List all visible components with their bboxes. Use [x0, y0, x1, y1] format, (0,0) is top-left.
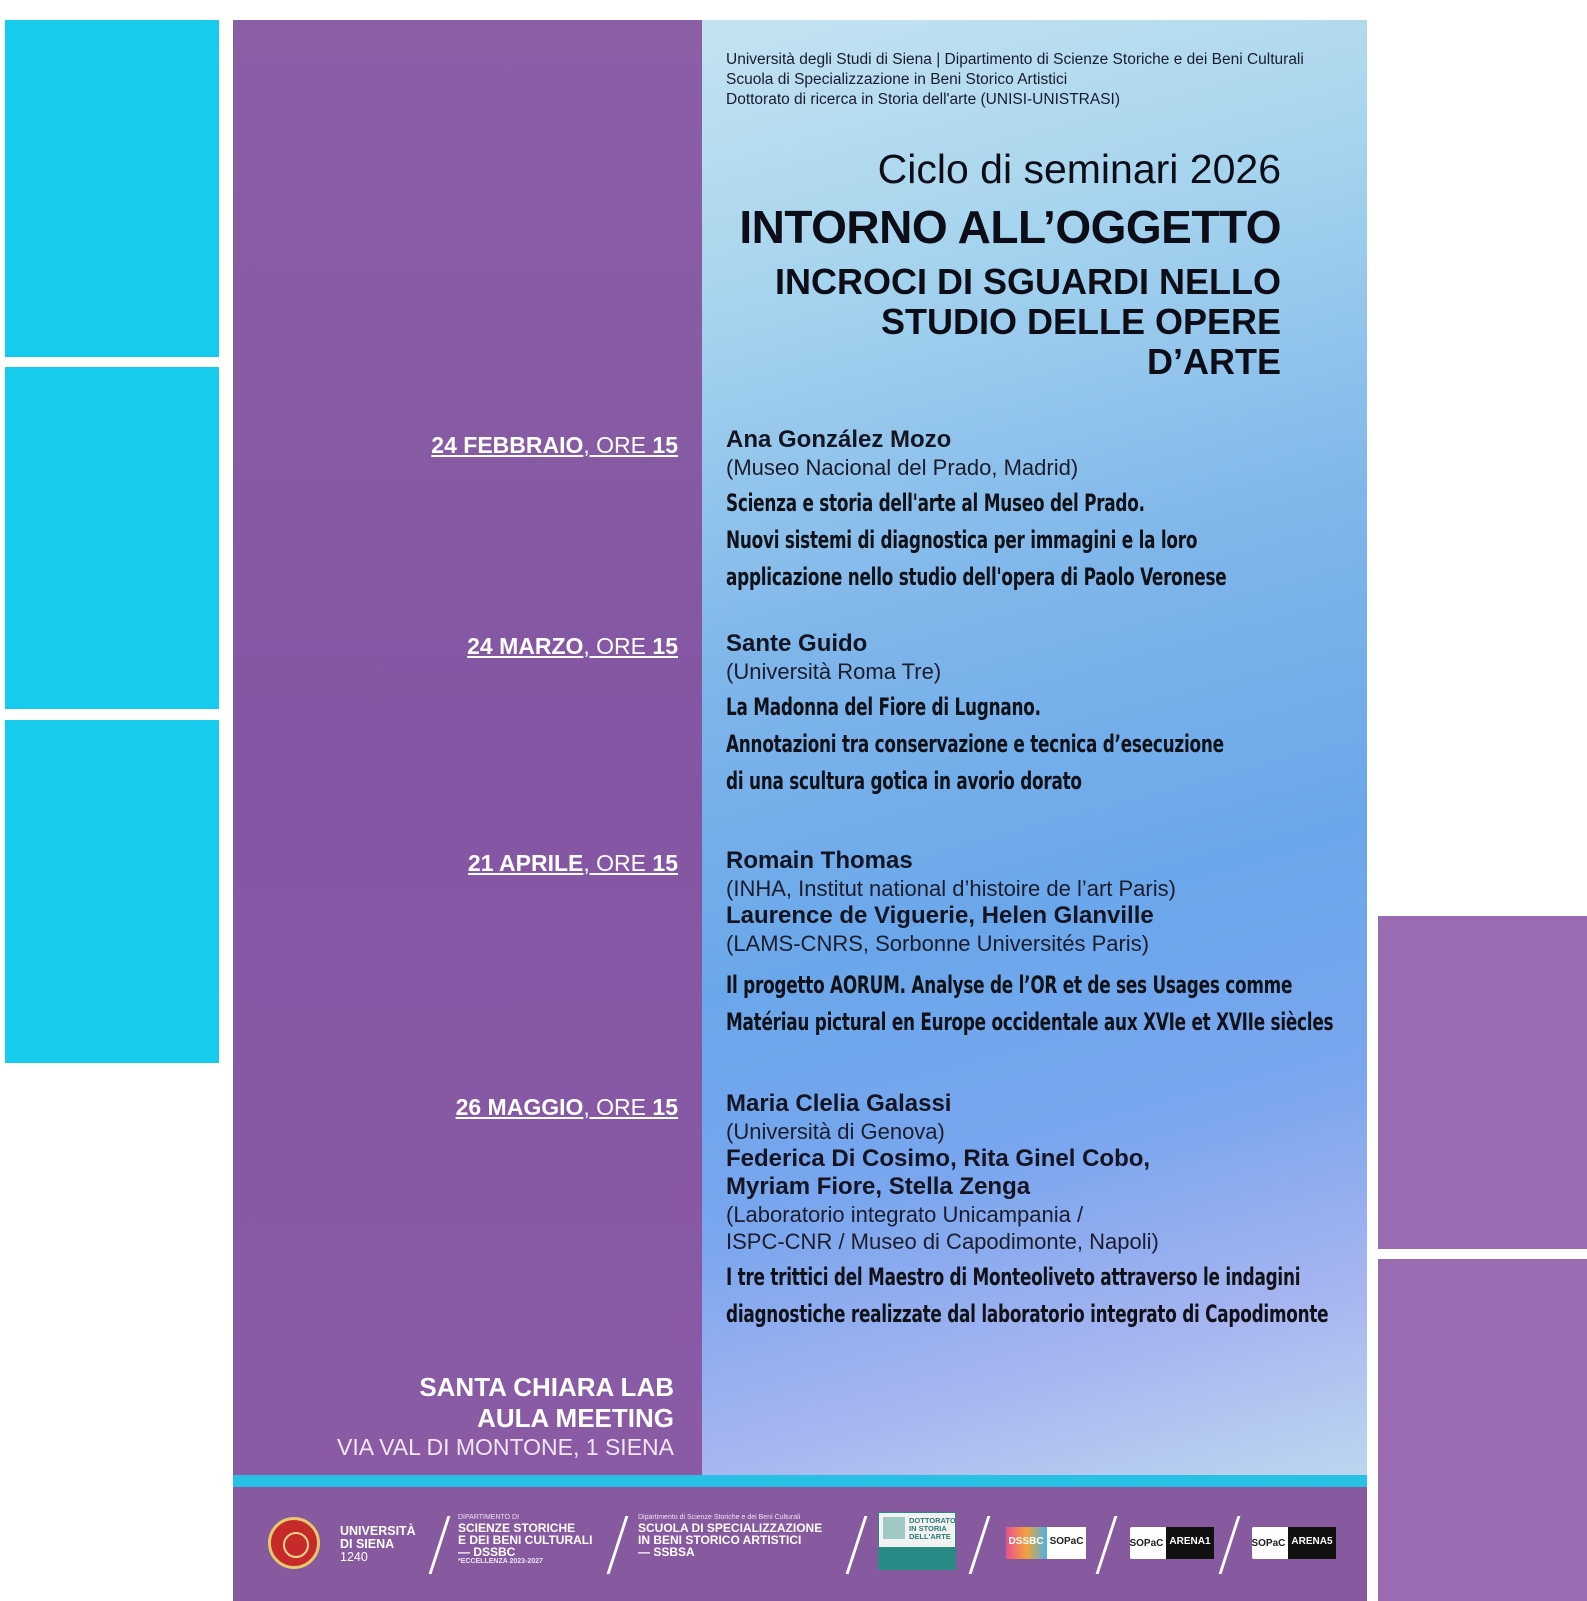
speaker-affiliation: (Università di Genova) — [726, 1119, 945, 1144]
dssbc-line: E DEI BENI CULTURALI — [458, 1533, 593, 1547]
speaker-name: Sante Guido — [726, 630, 868, 657]
subtitle — [775, 262, 1281, 382]
dssbc-small: DIPARTIMENTO DI — [458, 1514, 520, 1521]
talk-line: Annotazioni tra conservazione e tecnica d’esecuzione — [726, 730, 1224, 758]
talk-line: applicazione nello studio dell'opera di Paolo Veronese — [726, 563, 1227, 591]
session-date-1: 24 FEBBRAIO, ORE 15 — [431, 432, 678, 458]
dottorato-band — [879, 1547, 955, 1569]
speaker-name: Ana González Mozo — [726, 426, 952, 453]
badge-left: DSSBC — [1006, 1527, 1047, 1559]
sopac-arena1-badge — [1130, 1527, 1210, 1559]
poster — [233, 20, 1367, 1601]
speaker-name: Maria Clelia Galassi — [726, 1090, 952, 1117]
session-2 — [726, 630, 1364, 800]
subtitle-line: D’ARTE — [1147, 341, 1281, 382]
unisi-line: DI SIENA — [340, 1537, 395, 1551]
ssbsa-logo — [638, 1514, 822, 1558]
speaker-affiliation: (LAMS-CNRS, Sorbonne Universités Paris) — [726, 931, 1150, 956]
subtitle-line: INCROCI DI SGUARDI NELLO — [774, 261, 1281, 302]
talk-title — [726, 689, 1224, 800]
deco-block-cyan-1 — [5, 20, 219, 357]
unisi-logo — [340, 1525, 416, 1564]
ssbsa-line: — SSBSA — [638, 1545, 695, 1559]
talk-line: Scienza e storia dell'arte al Museo del Prado. — [726, 489, 1145, 517]
session-date-2: 24 MARZO, ORE 15 — [467, 633, 678, 659]
dottorato-image-icon — [883, 1517, 905, 1539]
dssbc-logo — [458, 1514, 592, 1566]
unisi-seal-icon — [268, 1517, 320, 1569]
ssbsa-small: Dipartimento di Scienze Storiche e dei Beni Culturali — [638, 1514, 801, 1521]
badge-right: ARENA5 — [1288, 1527, 1335, 1559]
talk-title — [726, 967, 1333, 1041]
badge-right: ARENA1 — [1166, 1527, 1213, 1559]
talk-line: I tre trittici del Maestro di Monteoliveto attraverso le indagini — [726, 1263, 1301, 1291]
badge-right: SOPaC — [1047, 1527, 1087, 1559]
unisi-year: 1240 — [340, 1550, 368, 1564]
dottorato-line: DELL'ARTE — [909, 1532, 951, 1541]
session-3 — [726, 847, 1505, 1041]
talk-line: di una scultura gotica in avorio dorato — [726, 767, 1082, 795]
speaker-name: Romain Thomas — [726, 847, 913, 874]
talk-line: diagnostiche realizzate dal laboratorio integrato di Capodimonte — [726, 1300, 1329, 1328]
venue-address: VIA VAL DI MONTONE, 1 SIENA — [336, 1434, 674, 1460]
session-date-3: 21 APRILE, ORE 15 — [467, 850, 678, 876]
dottorato-line: IN STORIA — [909, 1524, 947, 1533]
session-1 — [726, 426, 1368, 596]
unisi-line: UNIVERSITÀ — [340, 1524, 416, 1538]
deco-block-cyan-3 — [5, 720, 219, 1063]
institution-line: Dottorato di ricerca in Storia dell'arte (UNISI-UNISTRASI) — [726, 91, 1121, 108]
talk-line: Il progetto AORUM. Analyse de l’OR et de ses Usages comme — [726, 971, 1293, 999]
divider-strip — [233, 1475, 1367, 1487]
speaker-affiliation: (Museo Nacional del Prado, Madrid) — [726, 455, 1079, 480]
dssbc-sopac-badge — [1006, 1527, 1086, 1559]
dottorato-line: DOTTORATO — [909, 1516, 956, 1525]
dottorato-text — [909, 1517, 956, 1541]
session-4 — [726, 1090, 1498, 1333]
institution-line: Scuola di Specializzazione in Beni Storico Artistici — [726, 71, 1068, 88]
speaker-name: Federica Di Cosimo, Rita Ginel Cobo, Myriam Fiore, Stella Zenga — [726, 1145, 1151, 1200]
left-panel — [233, 20, 702, 1475]
ssbsa-line: SCUOLA DI SPECIALIZZAZIONE — [638, 1521, 823, 1535]
sopac-arena5-badge — [1252, 1527, 1332, 1559]
speaker-affiliation: (Università Roma Tre) — [726, 659, 942, 684]
talk-line: La Madonna del Fiore di Lugnano. — [726, 693, 1041, 721]
badge-left: SOPaC — [1129, 1537, 1164, 1549]
institution-line: Università degli Studi di Siena | Dipartimento di Scienze Storiche e dei Beni Culturali — [726, 51, 1304, 68]
dottorato-logo — [878, 1512, 956, 1570]
deco-block-cyan-2 — [5, 367, 219, 709]
dssbc-note: *ECCELLENZA 2023-2027 — [458, 1558, 543, 1565]
talk-line: Nuovi sistemi di diagnostica per immagini e la loro — [726, 526, 1198, 554]
main-title: INTORNO ALL’OGGETTO — [739, 201, 1281, 253]
dssbc-line: — DSSBC — [458, 1545, 516, 1559]
session-date-4: 26 MAGGIO, ORE 15 — [455, 1094, 678, 1120]
speaker-name: Laurence de Viguerie, Helen Glanville — [726, 902, 1154, 929]
venue-room: AULA MEETING — [477, 1403, 674, 1433]
speaker-affiliation: (INHA, Institut national d’histoire de l’art Paris) — [726, 876, 1176, 901]
ssbsa-line: IN BENI STORICO ARTISTICI — [638, 1533, 802, 1547]
talk-title — [726, 1259, 1328, 1333]
venue-name: SANTA CHIARA LAB — [419, 1372, 674, 1402]
institution-header — [726, 50, 1304, 110]
subtitle-line: STUDIO DELLE OPERE — [880, 301, 1281, 342]
dssbc-line: SCIENZE STORICHE — [458, 1521, 576, 1535]
series-title: Ciclo di seminari 2026 — [877, 146, 1281, 192]
speaker-affiliation: (Laboratorio integrato Unicampania / ISPC-CNR / Museo di Capodimonte, Napoli) — [726, 1202, 1159, 1254]
badge-left: SOPaC — [1251, 1537, 1286, 1549]
talk-title — [726, 485, 1226, 596]
talk-line: Matériau pictural en Europe occidentale aux XVIe et XVIIe siècles — [726, 1008, 1334, 1036]
